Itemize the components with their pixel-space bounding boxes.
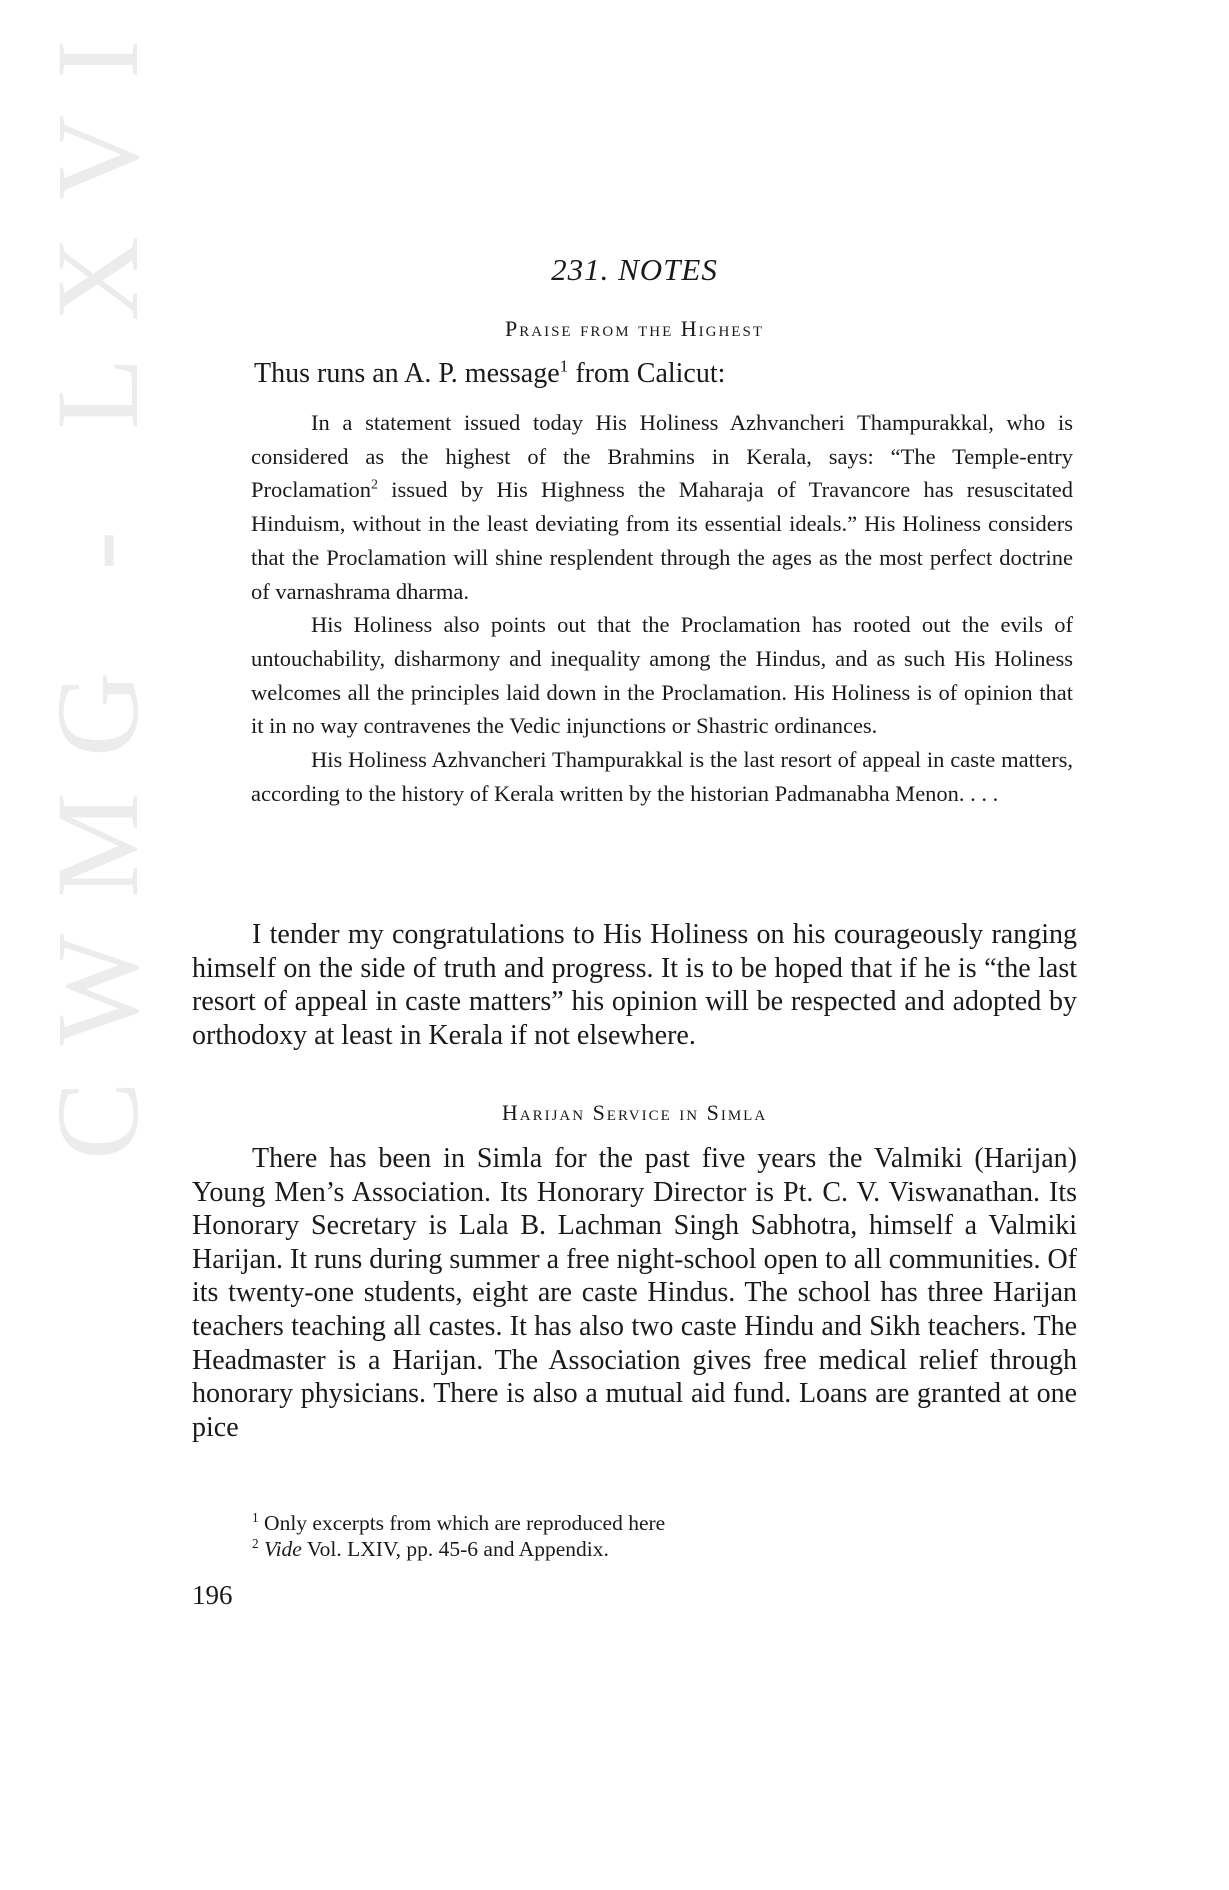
watermark-text: CWMG - LXVI: [32, 3, 163, 1160]
quote-paragraph-2: His Holiness also points out that the Proclamation has rooted out the evils of untouchability, disharmony and inequality among the Hindus, and as such His Holiness welcomes all the principles laid down in the Proclamation. His Holiness is of opinion that it in no way contravenes the Vedic injunctions or Shastric ordinances.: [251, 612, 1073, 739]
quote-p1-part-b: issued by His Highness the Maharaja of Travancore has resuscitated Hinduism, without in the least deviating from its essential ideals.” His Holiness considers that the Proclamation will shine resplendent through the ages as the most perfect doctrine of varnashrama dharma.: [251, 477, 1073, 604]
footnote-1: [252, 1510, 1077, 1536]
footnote-2-text: Vol. LXIV, pp. 45-6 and Appendix.: [301, 1537, 609, 1561]
footnote-2-italic: Vide: [264, 1537, 302, 1561]
quote-p1-part-a: In a statement issued today His Holiness Azhvancheri Thampurakkal, who is considered as the highest of the Brahmins in Kerala, says: “The Temple-entry Proclamation: [251, 410, 1073, 503]
footnote-mark-1: 1: [252, 1509, 259, 1525]
article-title: 231. NOTES: [551, 252, 718, 287]
body-paragraph-simla: There has been in Simla for the past five years the Valmiki (Harijan) Young Men’s Association. Its Honorary Director is Pt. C. V. Viswanathan. Its Honorary Secretary is Lala B. Lachman Singh Sabhotra, himself a Valmiki Harijan. It runs during summer a free night-school open to all communities. Of its twenty-one students, eight are caste Hindus. The school has three Harijan teachers teaching all castes. It has also two caste Hindu and Sikh teachers. The Headmaster is a Harijan. The Association gives free medical relief through honorary physicians. There is also a mutual aid fund. Loans are granted at one pice: [192, 1143, 1077, 1443]
quote-paragraph-3: His Holiness Azhvancheri Thampurakkal is the last resort of appeal in caste matters, according to the history of Kerala written by the historian Padmanabha Menon. . . .: [251, 747, 1073, 806]
block-quote: [251, 406, 1073, 810]
footnote-ref-2: 2: [370, 477, 378, 493]
lead-end: from Calicut:: [568, 358, 726, 389]
footnote-mark-2: 2: [252, 1535, 259, 1551]
footnote-2: [252, 1536, 1077, 1562]
section-heading-praise: Praise from the Highest: [505, 316, 764, 341]
lead-sentence: [254, 358, 1077, 390]
page-number: 196: [192, 1580, 233, 1610]
body-paragraph-congratulations: I tender my congratulations to His Holiness on his courageously ranging himself on the side of truth and progress. It is to be hoped that if he is “the last resort of appeal in caste matters” his opinion will be respected and adopted by orthodoxy at least in Kerala if not elsewhere.: [192, 919, 1077, 1051]
lead-text: Thus runs an A. P. message: [254, 358, 560, 389]
section-heading-harijan-service: Harijan Service in Simla: [501, 1100, 768, 1125]
footnotes: [252, 1510, 1077, 1562]
footnote-ref-1: 1: [559, 356, 569, 376]
quote-paragraph-1: [251, 406, 1073, 608]
footnote-1-text: Only excerpts from which are reproduced here: [258, 1511, 666, 1535]
